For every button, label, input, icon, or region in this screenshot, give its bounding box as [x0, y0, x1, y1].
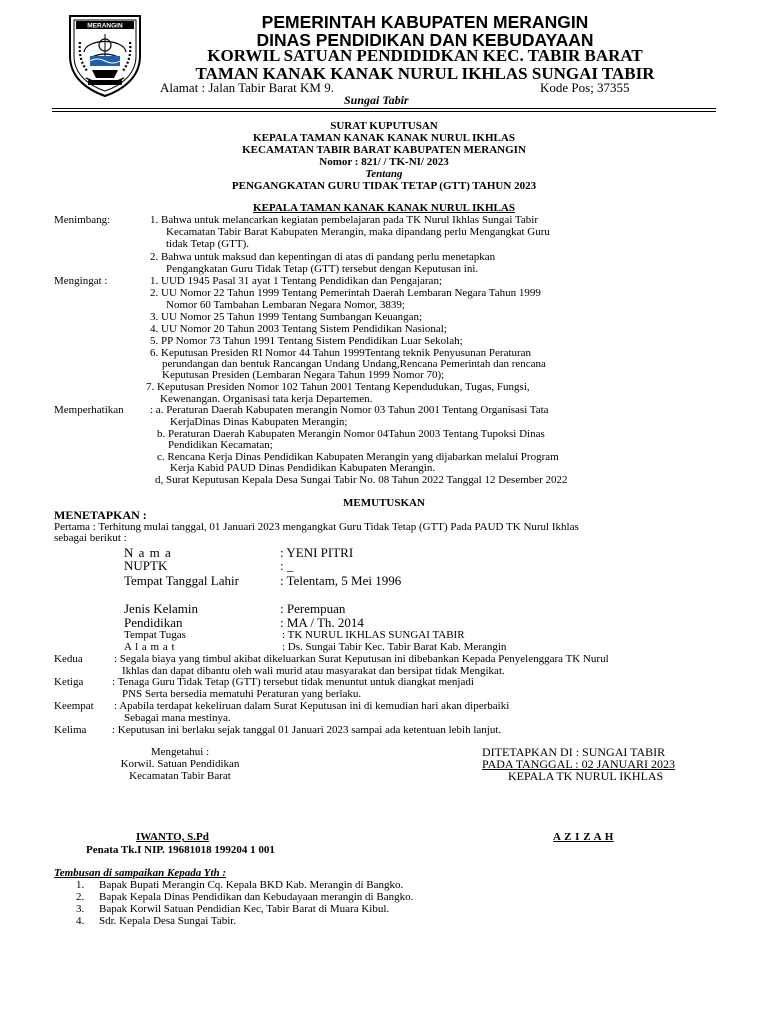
acknowledger-office: Korwil. Satuan Pendidikan: [120, 758, 240, 770]
observing-item-b-line1: b. Peraturan Daerah Kabupaten Merangin Nomor 04Tahun 2003 Tentang Tupoksi Dinas: [157, 428, 545, 440]
copies-heading: Tembusan di sampaikan Kepada Yth :: [54, 867, 227, 879]
education-value: : MA / Th. 2014: [280, 615, 364, 630]
first-decision-line2: sebagai berikut :: [54, 532, 127, 544]
fifth-decision-label: Kelima: [54, 724, 87, 736]
address-label: A l a m a t: [124, 641, 176, 653]
decree-about-label: Tentang: [365, 168, 403, 180]
letterhead-line2: DINAS PENDIDIKAN DAN KEBUDAYAAN: [256, 30, 594, 50]
fourth-decision-line1: : Apabila terdapat kekeliruan dalam Surat Keputusan ini di kemudian hari akan diperbaiki: [114, 700, 510, 712]
name-value: : YENI PITRI: [280, 545, 354, 560]
considering-item-1-line3: tidak Tetap (GTT).: [166, 238, 250, 250]
recalling-item-6-line3: Keputusan Presiden (Lembaran Negara Tahun 1999 Nomor 70);: [162, 369, 445, 381]
birth-place-date-label: Tempat Tanggal Lahir: [124, 573, 239, 588]
recalling-item-4: 4. UU Nomor 20 Tahun 2003 Tentang Sistem Pendidikan Nasional;: [150, 323, 447, 335]
recalling-item-6-line1: 6. Keputusan Presiden RI Nomor 44 Tahun 1999Tentang teknik Penyusunan Peraturan: [150, 347, 532, 359]
third-decision-line1: : Tenaga Guru Tidak Tetap (GTT) tersebut tidak menuntut untuk diangkat menjadi: [112, 676, 474, 688]
acknowledger-nip: Penata Tk.I NIP. 19681018 199204 1 001: [86, 844, 275, 856]
recalling-label: Mengingat :: [54, 275, 108, 287]
first-decision-line1: Pertama : Terhitung mulai tanggal, 01 Januari 2023 mengangkat Guru Tidak Tetap (GTT) Pada PAUD TK Nurul Ikhlas: [54, 521, 579, 533]
letterhead-divider-top: [52, 108, 716, 109]
merangin-regency-emblem-logo: [64, 12, 146, 98]
fifth-decision-line1: : Keputusan ini berlaku sejak tanggal 01 Januari 2023 sampai ada ketentuan lebih lanjut.: [112, 724, 502, 736]
acknowledged-label: Mengetahui :: [150, 746, 210, 758]
considering-item-2-line1: 2. Bahwa untuk maksud dan kepentingan di atas di pandang perlu menetapkan: [150, 251, 496, 263]
second-decision-label: Kedua: [54, 653, 83, 665]
birth-place-date-value: : Telentam, 5 Mei 1996: [280, 573, 402, 588]
education-label: Pendidikan: [124, 615, 183, 630]
third-decision-label: Ketiga: [54, 676, 84, 688]
recalling-item-6-line2: perundangan dan bentuk Rancangan Undang Undang,Rencana Pemerintah dan rencana: [162, 358, 546, 370]
nuptk-value: : _: [280, 558, 294, 573]
observing-item-a-line1: : a. Peraturan Daerah Kabupaten merangin Nomor 03 Tahun 2001 Tentang Organisasi Tata: [150, 404, 549, 416]
second-decision-line2: Ikhlas dan dapat dibantu oleh wali murid atau masyarakat dan bersipat tidak Mengikat.: [122, 665, 505, 677]
recalling-item-7-line1: 7. Keputusan Presiden Nomor 102 Tahun 2001 Tentang Kependudukan, Tugas, Fungsi,: [146, 381, 530, 393]
decree-authority-heading: KEPALA TAMAN KANAK KANAK NURUL IKHLAS: [253, 202, 515, 214]
third-decision-line2: PNS Serta bersedia mematuhi Peraturan yang berlaku.: [122, 688, 362, 700]
decree-number: Nomor : 821/ / TK-NI/ 2023: [319, 156, 449, 168]
svg-text:MERANGIN: MERANGIN: [87, 22, 123, 30]
fourth-decision-label: Keempat: [54, 700, 94, 712]
decides-heading: MEMUTUSKAN: [343, 497, 425, 509]
decree-subject: PENGANGKATAN GURU TIDAK TETAP (GTT) TAHUN 2023: [231, 180, 537, 192]
considering-item-1-line1: 1. Bahwa untuk melancarkan kegiatan pembelajaran pada TK Nurul Ikhlas Sungai Tabir: [150, 214, 538, 226]
observing-item-c-line2: Kerja Kabid PAUD Dinas Pendidikan Kabupaten Merangin.: [170, 462, 436, 474]
copies-item-4-number: 4.: [76, 915, 85, 927]
recalling-item-2-line1: 2. UU Nomor 22 Tahun 1999 Tentang Pemerintah Daerah Lembaran Negara Tahun 1999: [150, 287, 541, 299]
observing-item-d: d, Surat Keputusan Kepala Desa Sungai Tabir No. 08 Tahun 2022 Tanggal 12 Desember 2022: [155, 474, 568, 486]
letterhead-line1: PEMERINTAH KABUPATEN MERANGIN: [261, 12, 589, 32]
fourth-decision-line2: Sebagai mana mestinya.: [124, 712, 231, 724]
establishes-heading: MENETAPKAN :: [54, 508, 147, 522]
acknowledger-district: Kecamatan Tabir Barat: [129, 770, 231, 782]
second-decision-line1: : Segala biaya yang timbul akibat dikeluarkan Surat Keputusan ini dibebankan Kepada Penyelenggara TK Nurul: [114, 653, 609, 665]
name-label: N a m a: [124, 545, 172, 560]
copies-item-4: Sdr. Kepala Desa Sungai Tabir.: [99, 915, 237, 927]
gender-value: : Perempuan: [280, 601, 346, 616]
recalling-item-1: 1. UUD 1945 Pasal 31 ayat 1 Tentang Pendidikan dan Pengajaran;: [150, 275, 442, 287]
decree-issuer-location: KECAMATAN TABIR BARAT KABUPATEN MERANGIN: [242, 144, 526, 156]
acknowledger-name: IWANTO, S.Pd: [136, 831, 209, 843]
copies-item-1-number: 1.: [76, 879, 85, 891]
letterhead-address: Alamat : Jalan Tabir Barat KM 9.: [160, 80, 334, 95]
issued-place: DITETAPKAN DI : SUNGAI TABIR: [482, 745, 666, 759]
letterhead-postal-code: Kode Pos; 37355: [540, 80, 630, 95]
considering-item-2-line2: Pengangkatan Guru Tidak Tetap (GTT) tersebut dengan Keputusan ini.: [166, 263, 479, 275]
copies-item-3: Bapak Korwil Satuan Pendidian Kec, Tabir Barat di Muara Kibul.: [99, 903, 390, 915]
copies-item-2-number: 2.: [76, 891, 85, 903]
recalling-item-5: 5. PP Nomor 73 Tahun 1991 Tentang Sistem Pendidikan Luar Sekolah;: [150, 335, 463, 347]
letterhead-divider-bottom: [52, 111, 716, 112]
workplace-value: : TK NURUL IKHLAS SUNGAI TABIR: [282, 629, 465, 641]
recalling-item-7-line2: Kewenangan. Organisasi tata kerja Departemen.: [160, 393, 373, 405]
observing-item-c-line1: c. Rencana Kerja Dinas Pendidikan Kabupaten Merangin yang dijabarkan melalui Program: [157, 451, 559, 463]
address-value: : Ds. Sungai Tabir Kec. Tabir Barat Kab. Merangin: [282, 641, 507, 653]
letterhead-line4: TAMAN KANAK KANAK NURUL IKHLAS SUNGAI TABIR: [195, 64, 655, 83]
observing-label: Memperhatikan: [54, 404, 124, 416]
considering-label: Menimbang:: [54, 214, 111, 226]
observing-item-a-line2: KerjaDinas Dinas Kabupaten Merangin;: [170, 416, 348, 428]
recalling-item-2-line2: Nomor 60 Tambahan Lembaran Negara Nomor, 3839;: [166, 299, 405, 311]
signer-position: KEPALA TK NURUL IKHLAS: [508, 769, 664, 783]
issued-date: PADA TANGGAL : 02 JANUARI 2023: [482, 757, 675, 771]
letterhead-city: Sungai Tabir: [344, 93, 409, 107]
copies-item-1: Bapak Bupati Merangin Cq. Kepala BKD Kab. Merangin di Bangko.: [99, 879, 404, 891]
copies-item-2: Bapak Kepala Dinas Pendidikan dan Kebudayaan merangin di Bangko.: [99, 891, 414, 903]
nuptk-label: NUPTK: [124, 558, 168, 573]
observing-item-b-line2: Pendidikan Kecamatan;: [168, 439, 273, 451]
copies-item-3-number: 3.: [76, 903, 85, 915]
workplace-label: Tempat Tugas: [124, 629, 186, 641]
decree-issuer: KEPALA TAMAN KANAK KANAK NURUL IKHLAS: [253, 132, 515, 144]
signer-name: A Z I Z A H: [553, 831, 614, 843]
decree-title: SURAT KUPUTUSAN: [330, 120, 438, 132]
gender-label: Jenis Kelamin: [124, 601, 199, 616]
letterhead-line3: KORWIL SATUAN PENDIDIDKAN KEC. TABIR BARAT: [207, 46, 643, 65]
considering-item-1-line2: Kecamatan Tabir Barat Kabupaten Merangin, maka dipandang perlu Mengangkat Guru: [166, 226, 550, 238]
recalling-item-3: 3. UU Nomor 25 Tahun 1999 Tentang Sumbangan Keuangan;: [150, 311, 423, 323]
